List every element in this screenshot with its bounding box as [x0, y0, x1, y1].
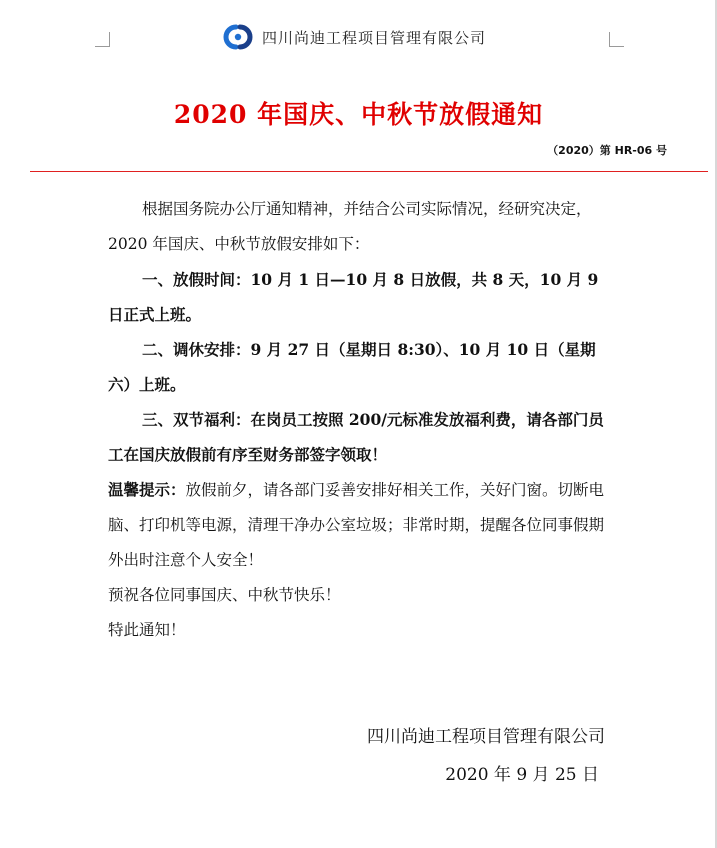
- crop-mark-top-right: [609, 32, 624, 47]
- signature-block: [367, 718, 605, 794]
- letterhead: [220, 22, 486, 52]
- company-logo-icon: [220, 23, 256, 51]
- notice-body: [108, 192, 606, 648]
- tip-label: 温馨提示：: [108, 480, 186, 499]
- makeup-workday-item: 二、调休安排：9 月 27 日（星期日 8:30）、10 月 10 日（星期六）上班。: [108, 340, 596, 394]
- intro-paragraph: 根据国务院办公厅通知精神，并结合公司实际情况，经研究决定，2020 年国庆、中秋节放假安排如下：: [108, 200, 592, 253]
- notice-title: 2020 年国庆、中秋节放假通知: [173, 100, 544, 129]
- holiday-period-item: 一、放假时间：10 月 1 日—10 月 8 日放假，共 8 天，10 月 9 日正式上班。: [108, 270, 599, 324]
- wish-line: 预祝各位同事国庆、中秋节快乐！: [108, 586, 341, 604]
- tip-paragraph: [108, 472, 606, 578]
- tip-text: 放假前夕，请各部门妥善安排好相关工作，关好门窗。切断电脑、打印机等电源，清理干净办公室垃圾；非常时期，提醒各位同事假期外出时注意个人安全！: [108, 481, 605, 569]
- letterhead-company-name: 四川尚迪工程项目管理有限公司: [262, 28, 487, 47]
- red-divider: [30, 171, 708, 172]
- signature-company: 四川尚迪工程项目管理有限公司: [367, 727, 605, 747]
- crop-mark-top-left: [95, 32, 110, 47]
- signature-date: 2020 年 9 月 25 日: [445, 765, 599, 785]
- closing-line: 特此通知！: [108, 621, 186, 639]
- document-number: （2020）第 HR-06 号: [547, 144, 667, 157]
- benefit-item: 三、双节福利：在岗员工按照 200/元标准发放福利费，请各部门员工在国庆放假前有序至财务部签字领取！: [108, 410, 604, 464]
